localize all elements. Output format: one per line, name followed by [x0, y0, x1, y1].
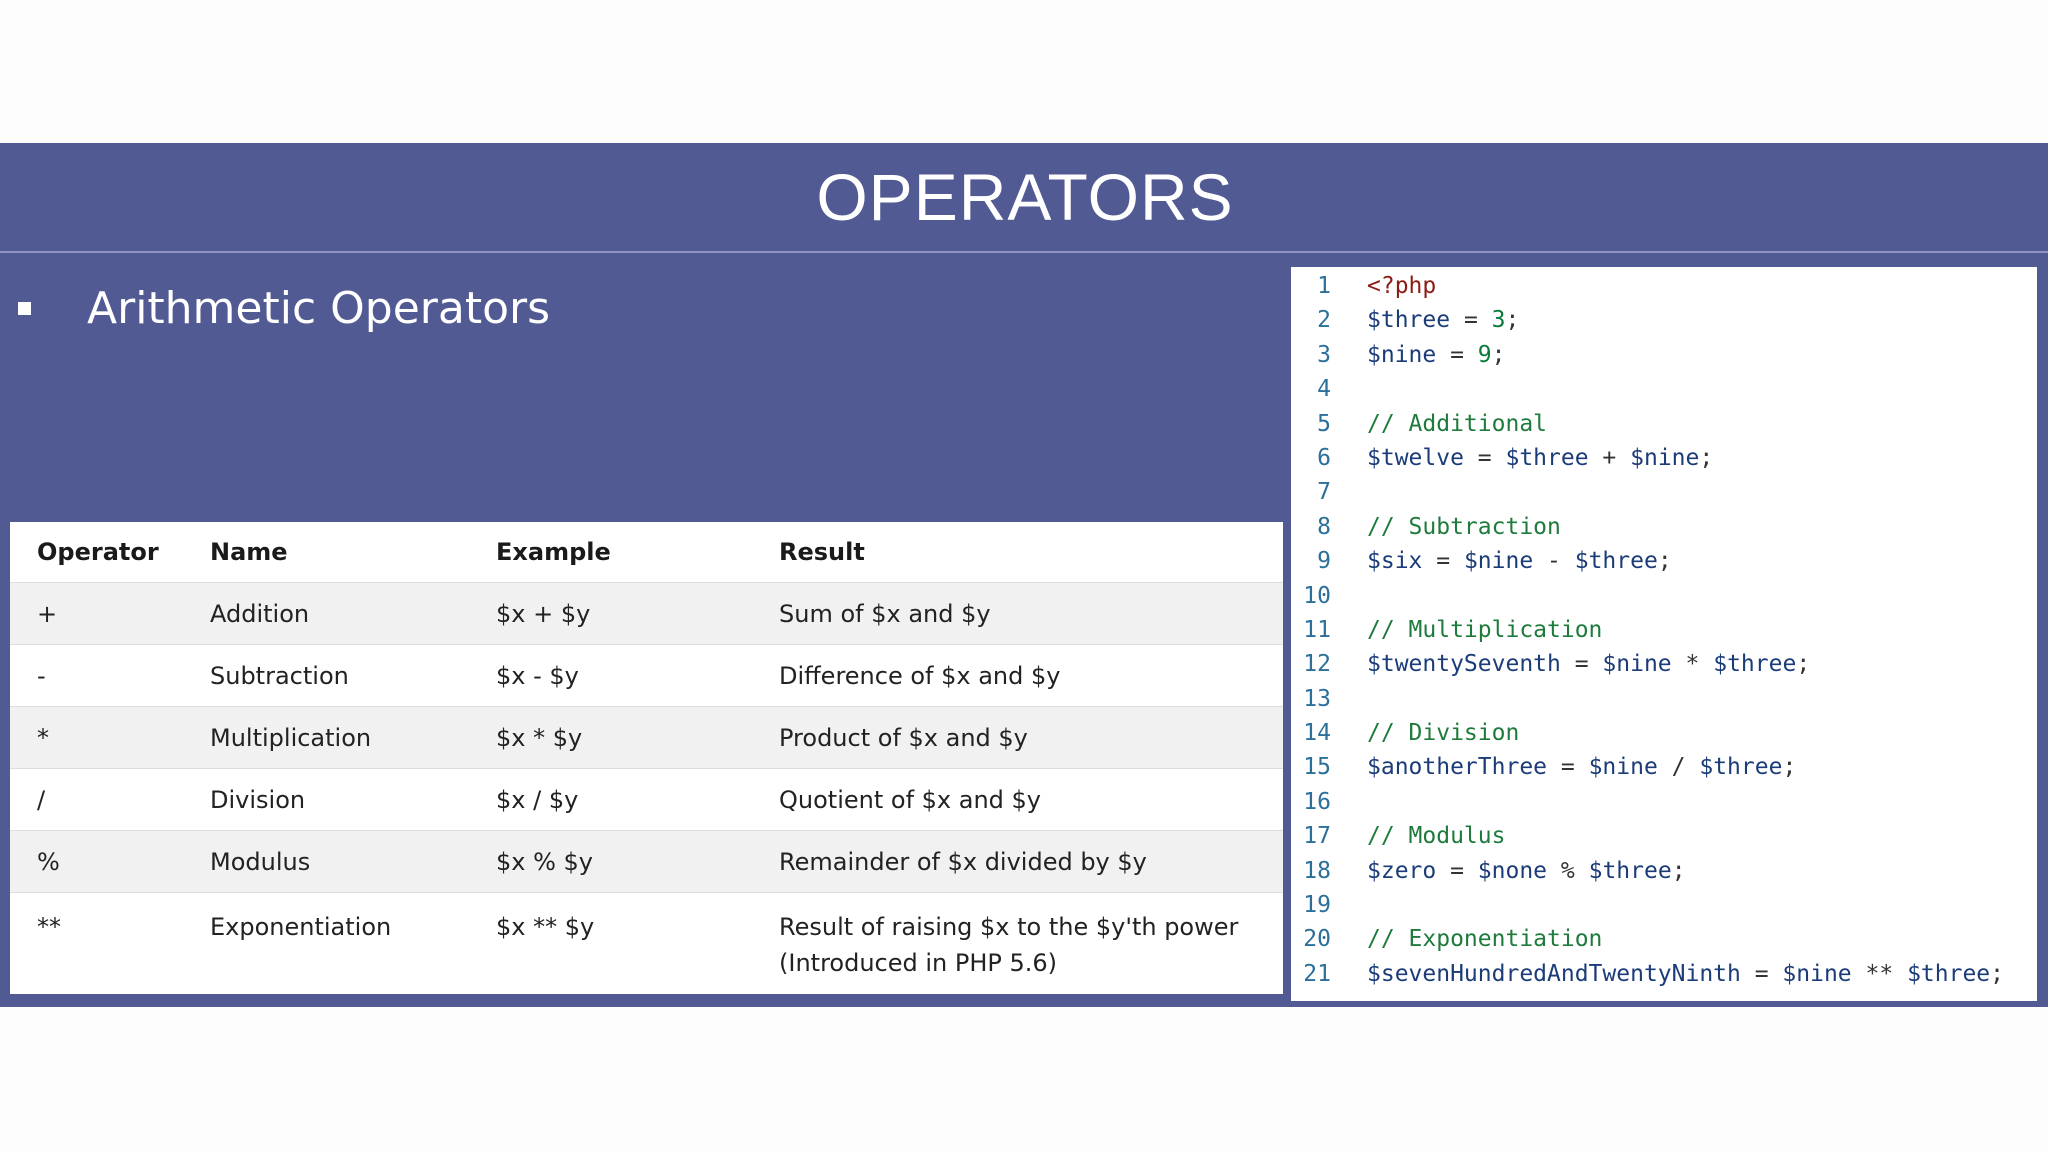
code-token: ;	[1491, 341, 1506, 368]
cell-example: $x / $y	[496, 769, 779, 831]
header-example: Example	[496, 522, 779, 583]
code-line	[1291, 579, 2037, 613]
code-token: $three	[1699, 754, 1783, 781]
code-text	[1367, 510, 1561, 544]
line-number: 19	[1303, 892, 1331, 919]
code-line	[1291, 819, 2037, 853]
cell-result: Difference of $x and $y	[779, 645, 1283, 707]
header-operator: Operator	[10, 522, 210, 583]
code-token: $twelve	[1367, 444, 1464, 471]
code-token: +	[1588, 444, 1631, 471]
code-text	[1367, 407, 1547, 441]
line-number: 21	[1303, 960, 1331, 987]
code-token: $three	[1713, 651, 1797, 678]
code-text	[1367, 269, 1436, 303]
line-number: 12	[1303, 651, 1331, 678]
cell-result: Remainder of $x divided by $y	[779, 831, 1283, 893]
code-token: $nine	[1602, 651, 1672, 678]
line-number: 5	[1317, 410, 1331, 437]
code-token: =	[1436, 341, 1478, 368]
cell-name: Modulus	[210, 831, 496, 893]
table-row	[10, 769, 1283, 831]
cell-result-note: (Introduced in PHP 5.6)	[779, 949, 1058, 977]
code-text	[1367, 338, 1506, 372]
code-token: ;	[1671, 857, 1686, 884]
cell-example: $x + $y	[496, 583, 779, 645]
table-row	[10, 645, 1283, 707]
line-number: 2	[1317, 307, 1331, 334]
code-line	[1291, 716, 2037, 750]
cell-operator: *	[10, 707, 210, 769]
code-line	[1291, 407, 2037, 441]
cell-operator: -	[10, 645, 210, 707]
code-text	[1367, 854, 1686, 888]
cell-result-main: Result of raising $x to the $y'th power	[779, 913, 1239, 941]
cell-operator: **	[37, 913, 61, 941]
code-token: $nine	[1630, 444, 1700, 471]
code-token: $three	[1907, 960, 1991, 987]
operators-table-panel	[10, 522, 1283, 994]
code-token: =	[1450, 307, 1492, 334]
php-code-panel	[1291, 267, 2037, 1001]
code-token: // Division	[1367, 720, 1520, 747]
cell-result: Product of $x and $y	[779, 707, 1283, 769]
code-token: $nine	[1782, 960, 1852, 987]
code-token: $sevenHundredAndTwentyNinth	[1367, 960, 1741, 987]
table-row	[10, 583, 1283, 645]
code-token: -	[1533, 548, 1575, 575]
code-token: ;	[1990, 960, 2005, 987]
code-token: ;	[1505, 307, 1520, 334]
code-token: $nine	[1367, 341, 1437, 368]
code-token: 3	[1491, 307, 1506, 334]
code-token: ;	[1796, 651, 1811, 678]
code-token: =	[1740, 960, 1783, 987]
code-token: $three	[1588, 857, 1672, 884]
cell-result	[779, 893, 1283, 995]
cell-operator: /	[10, 769, 210, 831]
line-number: 20	[1303, 926, 1331, 953]
code-line	[1291, 922, 2037, 956]
code-token: // Multiplication	[1367, 616, 1603, 643]
line-number: 4	[1317, 376, 1331, 403]
code-text	[1367, 922, 1602, 956]
line-number: 3	[1317, 341, 1331, 368]
code-token: $nine	[1588, 754, 1658, 781]
bullet-item	[18, 283, 550, 334]
slide-title: OPERATORS	[816, 160, 1234, 234]
code-token: $nine	[1463, 548, 1534, 575]
code-text	[1367, 303, 1519, 337]
code-line	[1291, 750, 2037, 784]
cell-example: $x % $y	[496, 831, 779, 893]
code-token: *	[1671, 651, 1714, 678]
table-row	[10, 707, 1283, 769]
line-number: 15	[1303, 754, 1331, 781]
code-line	[1291, 957, 2037, 991]
code-line	[1291, 647, 2037, 681]
cell-result: Sum of $x and $y	[779, 583, 1283, 645]
code-token: /	[1657, 754, 1700, 781]
code-token: $zero	[1367, 857, 1437, 884]
code-token: <?php	[1367, 273, 1437, 299]
cell-example: $x * $y	[496, 707, 779, 769]
cell-result: Quotient of $x and $y	[779, 769, 1283, 831]
code-line	[1291, 475, 2037, 509]
line-number: 11	[1303, 616, 1331, 643]
code-token: ;	[1699, 444, 1714, 471]
code-token: =	[1547, 754, 1589, 781]
code-line	[1291, 338, 2037, 372]
code-line	[1291, 854, 2037, 888]
code-token: $six	[1367, 548, 1423, 575]
code-token: // Additional	[1367, 410, 1548, 437]
code-line	[1291, 682, 2037, 716]
line-number: 13	[1303, 685, 1331, 712]
line-number: 17	[1303, 823, 1331, 850]
cell-example: $x - $y	[496, 645, 779, 707]
code-line	[1291, 544, 2037, 578]
cell-example: $x ** $y	[496, 913, 595, 941]
square-bullet-icon	[18, 302, 31, 315]
line-number: 14	[1303, 720, 1331, 747]
table-row	[10, 831, 1283, 893]
code-text	[1367, 613, 1602, 647]
code-token: =	[1436, 857, 1478, 884]
code-line	[1291, 303, 2037, 337]
code-text	[1367, 957, 2004, 991]
header-name: Name	[210, 522, 496, 583]
cell-name: Subtraction	[210, 645, 496, 707]
table-header-row	[10, 522, 1283, 583]
code-token: =	[1422, 548, 1464, 575]
cell-name: Exponentiation	[210, 913, 392, 941]
code-token: // Exponentiation	[1367, 926, 1603, 953]
code-token: ;	[1782, 754, 1797, 781]
code-line	[1291, 510, 2037, 544]
code-token: $twentySeventh	[1367, 651, 1561, 678]
code-token: =	[1463, 444, 1506, 471]
code-line	[1291, 372, 2037, 406]
line-number: 1	[1317, 273, 1331, 299]
cell-operator: %	[10, 831, 210, 893]
cell-name: Addition	[210, 583, 496, 645]
line-number: 7	[1317, 479, 1331, 506]
line-number: 16	[1303, 788, 1331, 815]
cell-operator: +	[10, 583, 210, 645]
code-token: =	[1560, 651, 1603, 678]
code-text	[1367, 544, 1672, 578]
code-token: $three	[1574, 548, 1658, 575]
code-line	[1291, 785, 2037, 819]
code-text	[1367, 441, 1713, 475]
code-line	[1291, 269, 2037, 303]
code-line	[1291, 613, 2037, 647]
code-token: ;	[1657, 548, 1672, 575]
line-number: 8	[1317, 513, 1331, 540]
code-text	[1367, 647, 1810, 681]
cell-name: Multiplication	[210, 707, 496, 769]
title-bar	[0, 143, 2048, 253]
line-number: 9	[1317, 548, 1331, 575]
cell-name: Division	[210, 769, 496, 831]
table-row	[10, 893, 1283, 995]
code-token: %	[1547, 857, 1589, 884]
operators-table	[10, 522, 1283, 994]
code-token: $none	[1477, 857, 1548, 884]
code-token: $three	[1367, 307, 1451, 334]
code-line	[1291, 441, 2037, 475]
code-token: $three	[1505, 444, 1589, 471]
code-text	[1367, 750, 1796, 784]
code-token: // Modulus	[1367, 823, 1506, 850]
bullet-text: Arithmetic Operators	[87, 283, 551, 334]
code-token: // Subtraction	[1367, 513, 1561, 540]
code-line	[1291, 888, 2037, 922]
line-number: 6	[1317, 444, 1331, 471]
line-number: 10	[1303, 582, 1331, 609]
code-token: 9	[1477, 341, 1492, 368]
code-token: $anotherThree	[1367, 754, 1548, 781]
code-text	[1367, 716, 1519, 750]
header-result: Result	[779, 522, 1283, 583]
code-token: **	[1851, 960, 1908, 987]
line-number: 18	[1303, 857, 1331, 884]
code-text	[1367, 819, 1505, 853]
